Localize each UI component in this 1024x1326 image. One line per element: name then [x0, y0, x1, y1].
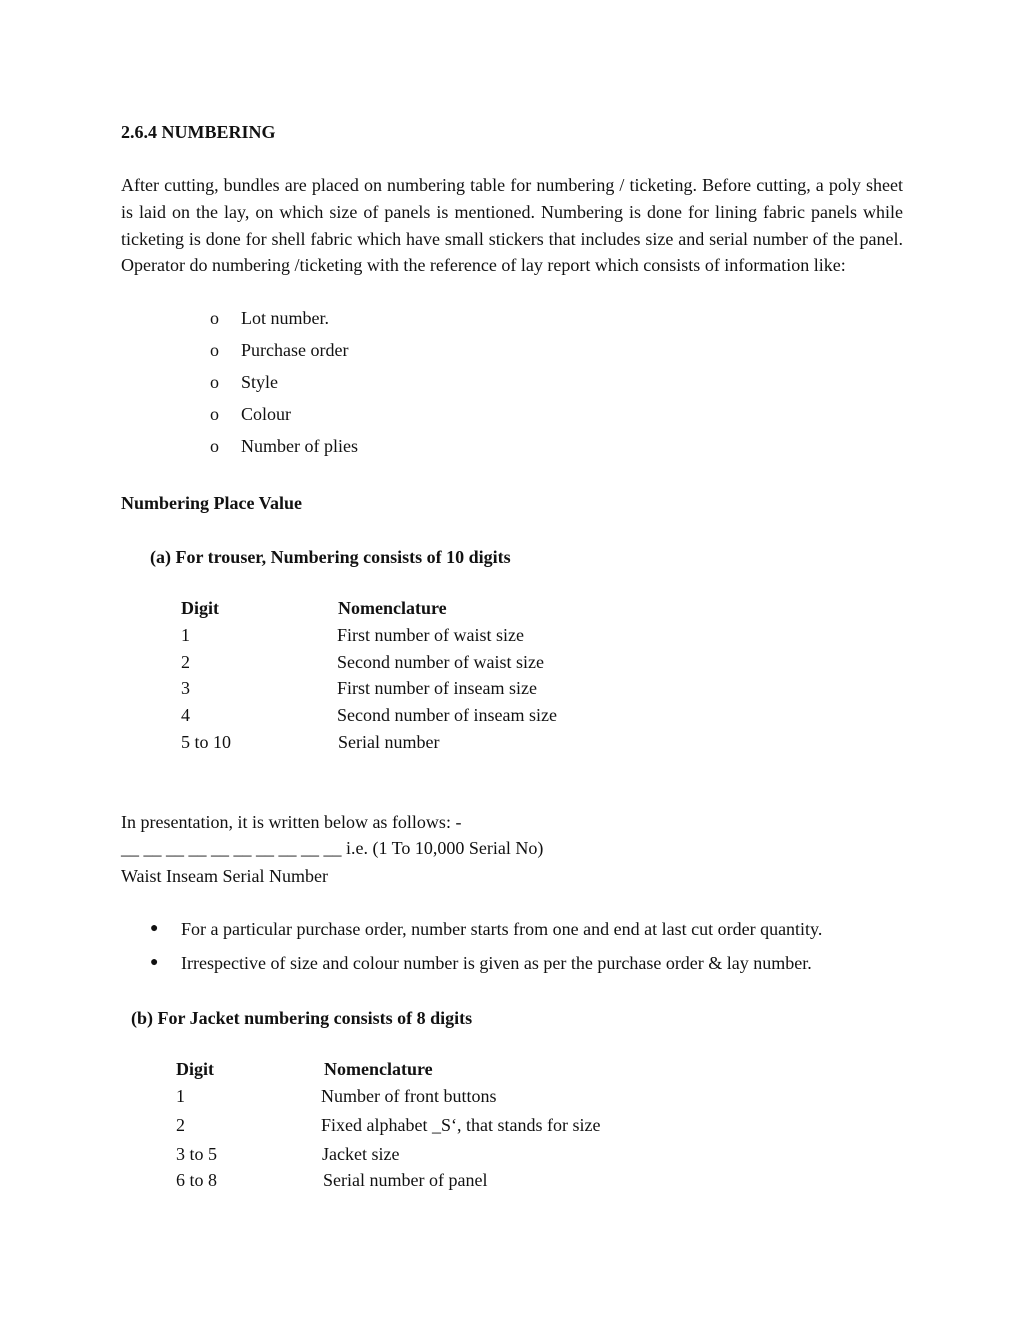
list-marker: o [210, 404, 219, 424]
info-list [210, 306, 358, 466]
list-marker: o [210, 436, 219, 456]
list-item: ● Irrespective of size and colour number is given as per the purchase order & lay number. [150, 950, 822, 984]
table-row: 1 First number of waist size [181, 624, 524, 645]
table-row: 2 Fixed alphabet _S‘, that stands for size [176, 1114, 601, 1135]
digit-header: Digit [181, 598, 219, 618]
jacket-table [176, 1056, 696, 1194]
list-item: o Number of plies [210, 434, 358, 466]
digit-header: Digit [176, 1059, 214, 1079]
table-header [181, 595, 681, 622]
nomenclature-header: Nomenclature [324, 1059, 433, 1079]
list-item: o Lot number. [210, 306, 358, 338]
intro-paragraph: After cutting, bundles are placed on numbering table for numbering / ticketing. Before cutting, a poly sheet is laid on the lay, on which size of panels is mentioned. Numbering is done for lining fabric panels while ticketing is done for shell fabric which have small stickers that includes size and serial number of the panel. Operator do numbering /ticketing with the reference of lay report which consists of information like: [121, 175, 903, 276]
list-marker: o [210, 340, 219, 360]
nomenclature-header: Nomenclature [338, 598, 447, 618]
table-header [176, 1056, 696, 1083]
table-row: 2 Second number of waist size [181, 651, 544, 672]
list-marker: o [210, 372, 219, 392]
place-value-heading: Numbering Place Value [121, 493, 303, 513]
bullet-marker: ● [150, 955, 159, 970]
table-row: 4 Second number of inseam size [181, 705, 557, 726]
table-row: 1 Number of front buttons [176, 1085, 497, 1106]
list-item: o Style [210, 370, 358, 402]
trouser-table [181, 595, 681, 756]
table-row: 3 First number of inseam size [181, 678, 537, 699]
list-item: o Colour [210, 402, 358, 434]
presentation-intro: In presentation, it is written below as follows: - [121, 812, 462, 832]
bullet-marker: ● [150, 921, 159, 936]
table-row: 5 to 10 Serial number [181, 731, 440, 752]
section-title: 2.6.4 NUMBERING [121, 122, 276, 142]
list-item: ● For a particular purchase order, number starts from one and end at last cut order quantity. [150, 916, 822, 950]
presentation-blanks: __ __ __ __ __ __ __ __ __ __ i.e. (1 To 10,000 Serial No) [121, 838, 544, 858]
table-row: 3 to 5 Jacket size [176, 1143, 400, 1164]
list-marker: o [210, 308, 219, 328]
trouser-heading: (a) For trouser, Numbering consists of 10 digits [150, 547, 511, 567]
table-row: 6 to 8 Serial number of panel [176, 1170, 488, 1191]
list-item: o Purchase order [210, 338, 358, 370]
bullet-list [150, 916, 822, 984]
presentation-legend: Waist Inseam Serial Number [121, 866, 328, 886]
jacket-heading: (b) For Jacket numbering consists of 8 digits [131, 1008, 473, 1028]
